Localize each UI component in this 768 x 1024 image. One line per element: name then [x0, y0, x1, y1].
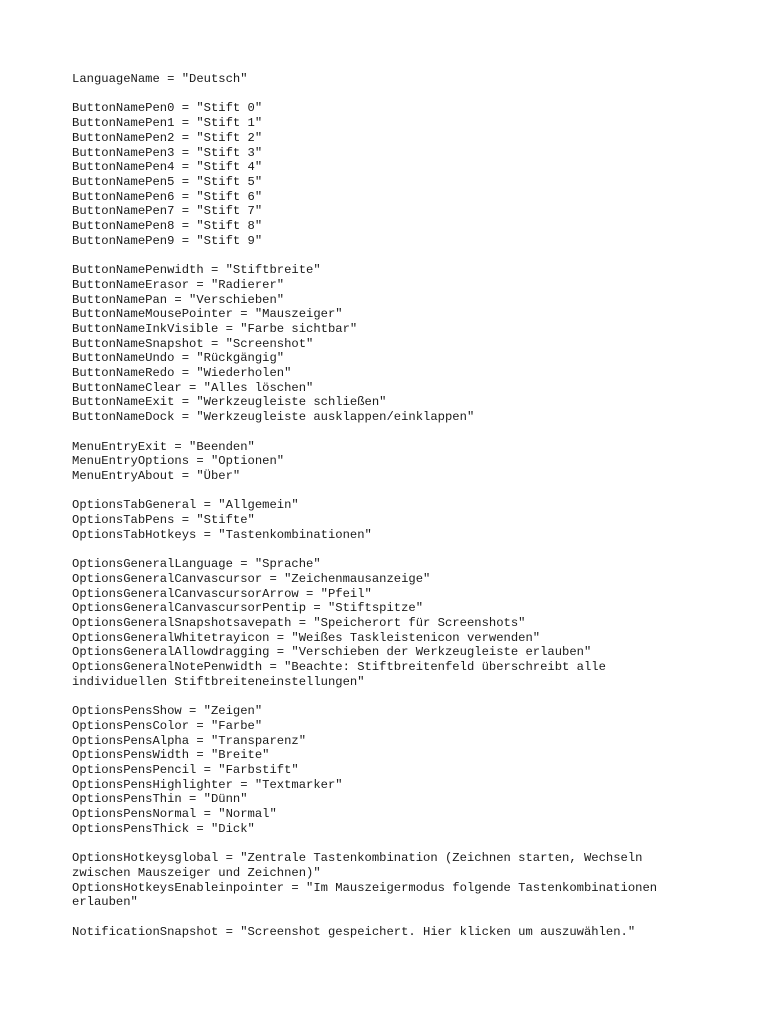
text-line: ButtonNameErasor = "Radierer" — [72, 277, 285, 292]
text-line: OptionsGeneralLanguage = "Sprache" — [72, 557, 321, 572]
text-block — [72, 263, 692, 425]
text-line: ButtonNamePenwidth = "Stiftbreite" — [72, 263, 321, 278]
text-line: ButtonNamePen5 = "Stift 5" — [72, 174, 263, 189]
text-block — [72, 704, 692, 836]
text-line: OptionsHotkeysglobal = "Zentrale Tastenkombination (Zeichnen starten, Wechseln zwischen Mauszeiger und Zeichnen)" — [72, 851, 650, 880]
text-block — [72, 925, 692, 940]
text-line: OptionsPensNormal = "Normal" — [72, 807, 277, 822]
text-line: ButtonNamePen2 = "Stift 2" — [72, 130, 263, 145]
text-line: OptionsGeneralAllowdragging = "Verschieben der Werkzeugleiste erlauben" — [72, 645, 592, 660]
text-line: MenuEntryOptions = "Optionen" — [72, 454, 285, 469]
text-line: ButtonNamePen9 = "Stift 9" — [72, 233, 263, 248]
text-line: OptionsGeneralWhitetrayicon = "Weißes Taskleistenicon verwenden" — [72, 630, 541, 645]
text-line: OptionsTabPens = "Stifte" — [72, 513, 255, 528]
text-block — [72, 440, 692, 484]
document-page — [72, 72, 692, 954]
text-line: OptionsPensShow = "Zeigen" — [72, 704, 263, 719]
text-line: ButtonNameSnapshot = "Screenshot" — [72, 336, 314, 351]
text-block — [72, 498, 692, 542]
text-line: ButtonNamePen8 = "Stift 8" — [72, 219, 263, 234]
text-line: LanguageName = "Deutsch" — [72, 72, 248, 86]
text-line: OptionsTabGeneral = "Allgemein" — [72, 498, 299, 513]
text-line: OptionsPensPencil = "Farbstift" — [72, 762, 299, 777]
text-block — [72, 851, 692, 910]
text-line: OptionsPensThick = "Dick" — [72, 821, 255, 836]
text-line: ButtonNamePen4 = "Stift 4" — [72, 160, 263, 175]
text-line: ButtonNameClear = "Alles löschen" — [72, 380, 314, 395]
text-block — [72, 557, 692, 689]
text-line: OptionsGeneralNotePenwidth = "Beachte: Stiftbreitenfeld überschreibt alle individuellen Stiftbreiteneinstellungen" — [72, 660, 614, 689]
text-line: OptionsGeneralSnapshotsavepath = "Speicherort für Screenshots" — [72, 615, 526, 630]
text-line: OptionsHotkeysEnableinpointer = "Im Mauszeigermodus folgende Tastenkombinationen erlauben" — [72, 880, 665, 910]
text-block — [72, 72, 692, 87]
text-line: OptionsGeneralCanvascursor = "Zeichenmausanzeige" — [72, 571, 431, 586]
text-line: ButtonNameMousePointer = "Mauszeiger" — [72, 307, 343, 322]
text-line: MenuEntryExit = "Beenden" — [72, 439, 255, 454]
text-line: ButtonNamePen6 = "Stift 6" — [72, 189, 263, 204]
text-line: OptionsPensHighlighter = "Textmarker" — [72, 777, 343, 792]
text-line: ButtonNamePan = "Verschieben" — [72, 292, 285, 307]
text-block — [72, 101, 692, 248]
text-line: ButtonNameRedo = "Wiederholen" — [72, 366, 292, 381]
text-line: ButtonNamePen1 = "Stift 1" — [72, 116, 263, 131]
text-line: OptionsTabHotkeys = "Tastenkombinationen" — [72, 527, 372, 542]
text-line: ButtonNameDock = "Werkzeugleiste ausklappen/einklappen" — [72, 410, 475, 425]
text-line: OptionsPensThin = "Dünn" — [72, 792, 248, 807]
text-line: ButtonNamePen3 = "Stift 3" — [72, 145, 263, 160]
text-line: OptionsGeneralCanvascursorPentip = "Stiftspitze" — [72, 601, 424, 616]
text-line: ButtonNamePen7 = "Stift 7" — [72, 204, 263, 219]
text-line: MenuEntryAbout = "Über" — [72, 468, 241, 483]
text-line: ButtonNameUndo = "Rückgängig" — [72, 351, 285, 366]
text-line: ButtonNamePen0 = "Stift 0" — [72, 101, 263, 116]
text-line: OptionsPensAlpha = "Transparenz" — [72, 733, 307, 748]
text-line: OptionsPensColor = "Farbe" — [72, 718, 263, 733]
text-line: OptionsPensWidth = "Breite" — [72, 748, 270, 763]
text-line: OptionsGeneralCanvascursorArrow = "Pfeil" — [72, 586, 372, 601]
text-line: ButtonNameExit = "Werkzeugleiste schließen" — [72, 395, 387, 410]
text-line: ButtonNameInkVisible = "Farbe sichtbar" — [72, 321, 358, 336]
text-line: NotificationSnapshot = "Screenshot gespeichert. Hier klicken um auszuwählen." — [72, 924, 636, 939]
